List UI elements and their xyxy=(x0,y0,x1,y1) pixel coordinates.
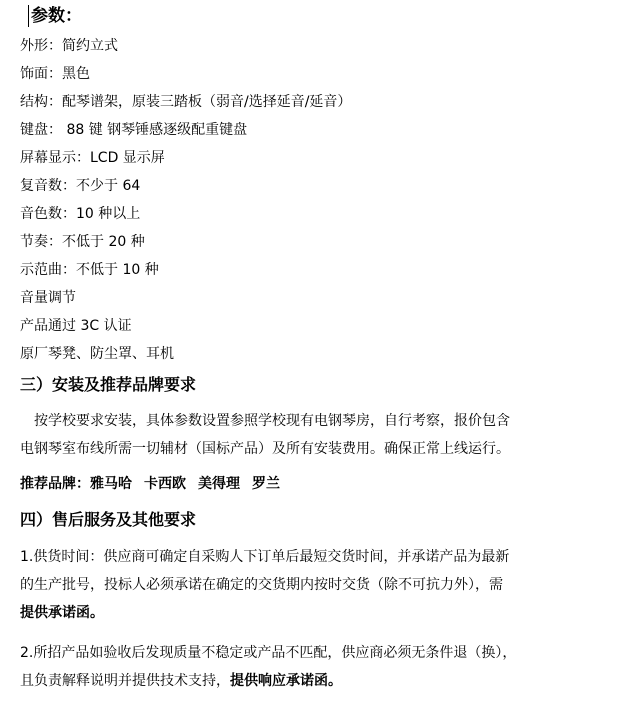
section3-paragraph-line: 电钢琴室布线所需一切辅材（国标产品）及所有安装费用。确保正常上线运行。 xyxy=(20,441,510,457)
spec-item-certification: 产品通过 3C 认证 xyxy=(20,318,132,334)
spec-item-finish: 饰面：黑色 xyxy=(20,66,90,82)
section4-item1 xyxy=(20,543,605,627)
brands-label: 推荐品牌： xyxy=(20,476,90,492)
brand-yamaha: 雅马哈 xyxy=(90,476,132,492)
section4-item2-commitment: 提供响应承诺函。 xyxy=(230,673,342,689)
section4-item2-line2 xyxy=(20,667,605,695)
section4-item1-line: 1.供货时间：供应商可确定自采购人下订单后最短交货时间，并承诺产品为最新 xyxy=(20,549,510,565)
params-heading: 参数： xyxy=(31,6,82,26)
section3-paragraph-line: 按学校要求安装，具体参数设置参照学校现有电钢琴房，自行考察，报价包含 xyxy=(34,413,510,429)
spec-item-polyphony: 复音数：不少于 64 xyxy=(20,178,141,194)
section3-paragraph xyxy=(20,407,605,463)
text-cursor xyxy=(28,5,29,27)
spec-item-volume: 音量调节 xyxy=(20,290,76,306)
section4-item1-line: 的生产批号，投标人必须承诺在确定的交货期内按时交货（除不可抗力外），需 xyxy=(20,577,503,593)
section3-title: 三）安装及推荐品牌要求 xyxy=(20,375,197,394)
spec-item-display: 屏幕显示：LCD 显示屏 xyxy=(20,150,165,166)
spec-item-voices: 音色数：10 种以上 xyxy=(20,206,141,222)
recommended-brands xyxy=(20,472,280,496)
section4-title: 四）售后服务及其他要求 xyxy=(20,510,197,529)
section4-item2 xyxy=(20,639,605,695)
spec-item-keyboard: 键盘： 88 键 钢琴锤感逐级配重键盘 xyxy=(20,122,248,138)
spec-item-structure: 结构：配琴谱架，原装三踏板（弱音/选择延音/延音） xyxy=(20,94,352,110)
brand-roland: 罗兰 xyxy=(252,476,280,492)
brand-casio: 卡西欧 xyxy=(144,476,186,492)
spec-item-shape: 外形：简约立式 xyxy=(20,38,118,54)
spec-item-accessories: 原厂琴凳、防尘罩、耳机 xyxy=(20,346,174,362)
spec-item-rhythms: 节奏：不低于 20 种 xyxy=(20,234,145,250)
brand-medeli: 美得理 xyxy=(198,476,240,492)
section4-item2-text: 且负责解释说明并提供技术支持， xyxy=(20,673,230,689)
spec-list xyxy=(20,32,351,368)
spec-item-demo-songs: 示范曲：不低于 10 种 xyxy=(20,262,159,278)
section4-item1-commitment: 提供承诺函。 xyxy=(20,605,104,621)
section4-item2-line: 2.所招产品如验收后发现质量不稳定或产品不匹配，供应商必须无条件退（换）， xyxy=(20,645,517,661)
